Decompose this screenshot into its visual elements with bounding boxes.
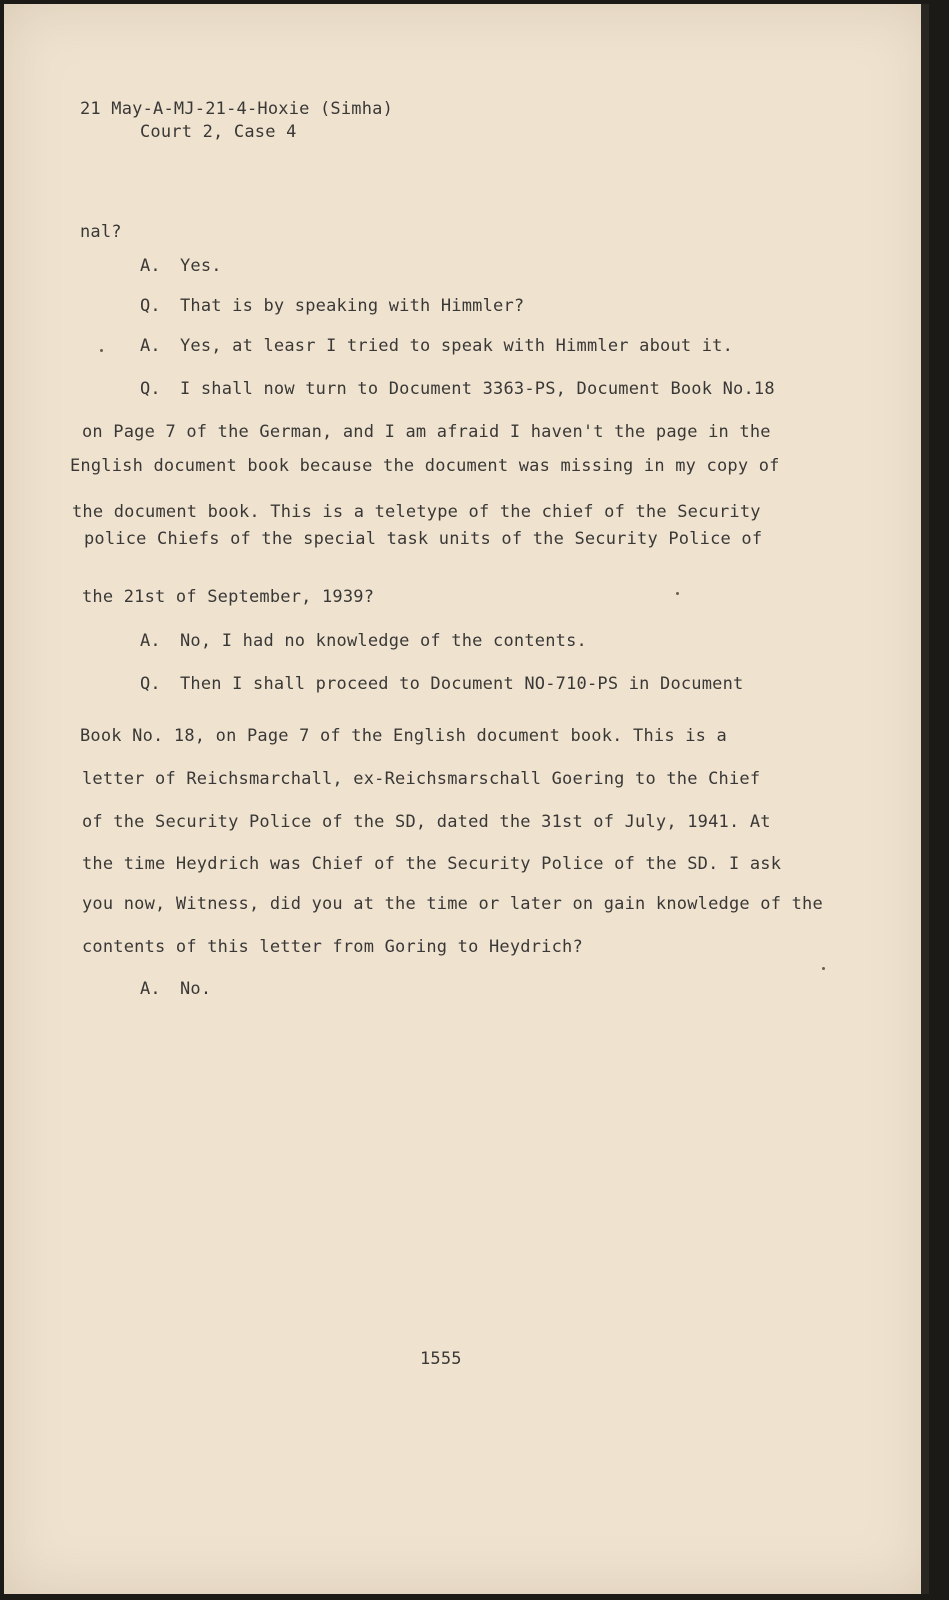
exchange-text: Yes, at leasr I tried to speak with Himmler about it. xyxy=(180,336,734,356)
exchange-answer xyxy=(140,979,211,999)
exchange-text: I shall now turn to Document 3363-PS, Document Book No.18 xyxy=(180,379,775,399)
speaker-label: Q. xyxy=(140,674,161,694)
exchange-question xyxy=(140,379,775,399)
paper-speck xyxy=(822,967,825,970)
speaker-label: A. xyxy=(140,631,161,651)
paragraph-line: Book No. 18, on Page 7 of the English document book. This is a xyxy=(80,726,727,746)
paragraph-line: English document book because the document was missing in my copy of xyxy=(70,456,780,476)
paragraph-line: of the Security Police of the SD, dated the 31st of July, 1941. At xyxy=(82,812,771,832)
speaker-label: A. xyxy=(140,256,161,276)
continuation-text: nal? xyxy=(80,222,122,242)
exchange-text: Yes. xyxy=(180,256,222,276)
paper-speck xyxy=(100,349,103,352)
speaker-label: Q. xyxy=(140,296,161,316)
paragraph-line: on Page 7 of the German, and I am afraid I haven't the page in the xyxy=(82,422,771,442)
paragraph-line: letter of Reichsmarchall, ex-Reichsmarschall Goering to the Chief xyxy=(82,769,761,789)
speaker-label: A. xyxy=(140,979,161,999)
exchange-question xyxy=(140,296,524,316)
paragraph-line: the document book. This is a teletype of the chief of the Security xyxy=(72,502,761,522)
exchange-answer xyxy=(140,631,587,651)
exchange-text: That is by speaking with Himmler? xyxy=(180,296,525,316)
header-line-2: Court 2, Case 4 xyxy=(140,122,297,142)
speaker-label: Q. xyxy=(140,379,161,399)
paragraph-line: contents of this letter from Goring to Heydrich? xyxy=(82,937,583,957)
page-number: 1555 xyxy=(420,1349,462,1369)
exchange-answer xyxy=(140,336,733,356)
speaker-label: A. xyxy=(140,336,161,356)
paragraph-line: police Chiefs of the special task units of the Security Police of xyxy=(84,529,763,549)
exchange-text: Then I shall proceed to Document NO-710-PS in Document xyxy=(180,674,744,694)
exchange-answer xyxy=(140,256,222,276)
exchange-text: No. xyxy=(180,979,212,999)
transcript-page xyxy=(4,4,929,1594)
exchange-question xyxy=(140,674,743,694)
paragraph-line: you now, Witness, did you at the time or later on gain knowledge of the xyxy=(82,894,823,914)
paragraph-line: the 21st of September, 1939? xyxy=(82,587,375,607)
scan-edge xyxy=(921,4,929,1594)
paragraph-line: the time Heydrich was Chief of the Security Police of the SD. I ask xyxy=(82,854,782,874)
exchange-text: No, I had no knowledge of the contents. xyxy=(180,631,587,651)
header-line-1: 21 May-A-MJ-21-4-Hoxie (Simha) xyxy=(80,99,394,119)
paper-speck xyxy=(676,592,679,595)
